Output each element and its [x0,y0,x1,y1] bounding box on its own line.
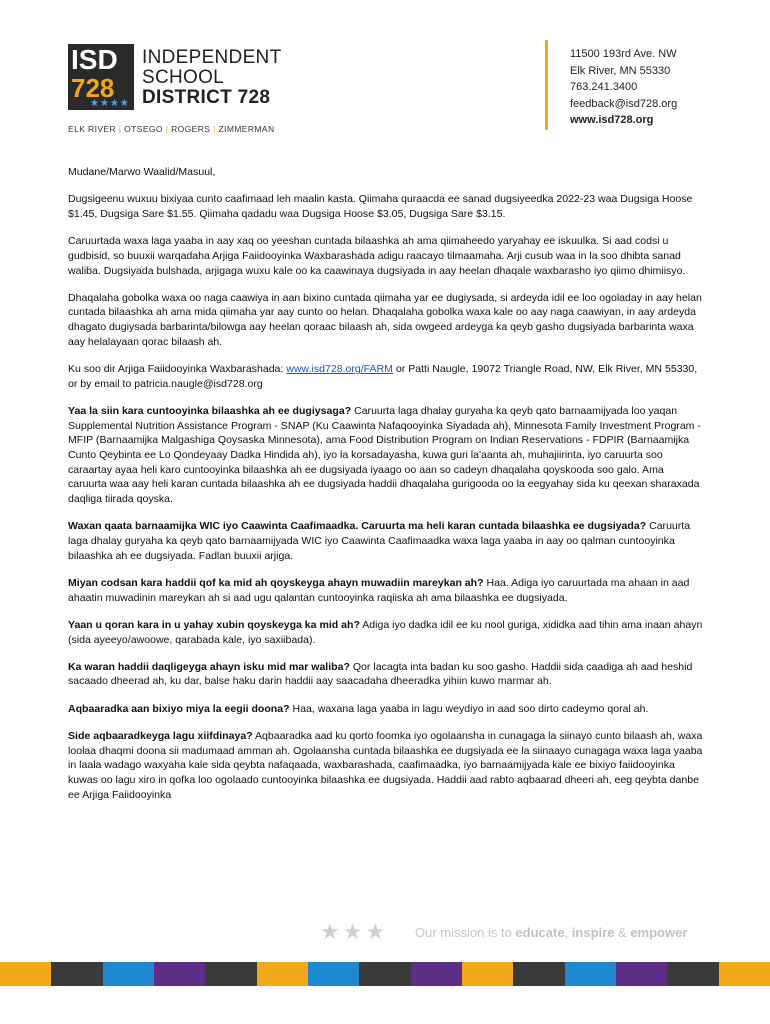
mission-statement [415,925,687,940]
address-street: 11500 193rd Ave. NW [570,48,677,60]
faq-review [68,702,704,717]
faq-answer: Aqbaaradka aad ku qorto foomka iyo ogolaansha in cunagaga la siinayo cunto bilaash ah, waxa loolaa dhaqmi doona sii madumaad amman ah. Ogolaansha cuntada bilaashka ee dugsiyada ee la siinaayo cunagaga waxa laga yaaba in laala wadago waxyaha kale sida qeybta nafaqaada, waxbarashada, caafimaadka, iyo barnaamijyada kale ee bixiyo faiidooyinka kuwas oo lagu xiro in qofka loo ogolaado cuntooyinka bilaashka ee dugsiyada. Haddii aad rabto aqbaarad dheeri ah, eeg qeybta danbe ee Arjiga Faiidooyinka [68,729,703,801]
paragraph-eligibility: Caruurtada waxa laga yaaba in aay xaq oo yeeshan cuntada bilaashka ah ama qiimaheedo yaryahay ee iskuulka. Si aad codsi u gudbisid, so buuxii warqadaha Arjiga Faiidooyinka Waxbarashada adigu raacayo tilmaamaha. Arji cusub waa in la soo dhibta sanad waliba. Dugsiyada bulshada, arjigaga wuxu kale oo ka caawinaya dugsiyada in aay heelan dhaqale waxbarasho iyo qiimo dhimiisyo. [68,235,686,277]
paragraph-state-funds: Dhaqalaha gobolka waxa oo naga caawiya in aan bixino cuntada qiimaha yar ee dugiysada, si ardeyda idil ee loo ogoladay in aay helan cuntada bilaashka ah ama mida qiimaha yar aay cunto oo helan. Dhaqalaha gobolka waxa kale oo aay naga caawiyan, in aay ardeyda dhagato dugiysada barbarinta/bilowga aay heelan qoraac bilaash ah, sida owgeed ardeyga ka qeyb gasho dugsiyada barbarinta waxa aay helalayaan qorac bilaash ah. [68,291,702,348]
faq-answer: Haa, waxana laga yaaba in lagu weydiyo in aad soo dirto cadeymo qoral ah. [289,702,649,715]
paragraph-submit [68,362,704,391]
faq-household [68,618,704,647]
footer-color-segment [667,962,718,986]
faq-question: Side aqbaaradkeyga lagu xiifdinaya? [68,729,253,742]
logo-mark [68,44,134,110]
letter-body [68,165,704,815]
address-phone: 763.241.3400 [570,81,638,93]
city-rogers: ROGERS [171,124,211,134]
mission-educate: educate [515,925,565,940]
faq-answer: Haa. Adiga iyo caruurtada ma ahaan in aad ahaatin muwadinin mareykan ah si aad ugu qalantan cuntooyinka raqiiska ah ama bilaashka ee dugsiyada. [68,576,690,604]
footer-color-segment [154,962,205,986]
address-website[interactable]: www.isd728.org [570,114,654,126]
faq-question: Aqbaaradka aan bixiyo miya la eegii doona? [68,702,290,715]
logo-cities [68,124,274,134]
footer-color-segment [719,962,770,986]
city-separator: | [165,124,169,134]
faq-question: Miyan codsan kara haddii qof ka mid ah qoyskeyga ahayn muwadiin mareykan ah? [68,576,484,589]
mission-watermark [320,919,710,944]
footer-color-segment [411,962,462,986]
address-email[interactable]: feedback@isd728.org [570,97,678,110]
logo-line-3: DISTRICT 728 [142,87,271,108]
faq-question: Yaan u qoran kara in u yahay xubin qoyskeyga ka mid ah? [68,618,360,631]
faq-question: Yaa la siin kara cuntooyinka bilaashka ah ee dugiysaga? [68,404,352,417]
footer-color-segment [565,962,616,986]
faq-answer: Caruurta laga dhalay guryaha ka qeyb qato barnaamijyada loo yaqan Supplemental Nutrition Assistance Program - SNAP (Ku Caawinta Nafaqooyinka Siyadada ah), Minnesota Family Investment Program - MFIP (Barnaamijka Malgashiga Qoysaska Minnesota), ama Food Distribution Program on Indian Reservations - FDPIR (Barnaamijka Cunto Qeybinta ee Lo Qondeyaay Dadka Hindida ah), iyo la korsadayasha, kuwa guri la'aanta ah, muhajiirinta, iyo caruurta soo caraartay ayaa heli karo cuntooyinka bilaashka ah ee dugsiyada iyaago oo aan so cadeyn dhaqalaha qoyskooda soo galo. Ama caruurta waa aay heli karan cuntada bilaashka ah ee dugsiyada haddii dhaqalaha gurigooda oo la eegyahay sida ku qeexan sharaxada daqliga tiirada qoyska. [68,404,701,506]
faq-income [68,660,704,689]
logo-line-2: SCHOOL [142,67,225,88]
city-zimmerman: ZIMMERMAN [218,124,275,134]
city-separator: | [213,124,216,134]
mission-sep: & [614,925,631,940]
logo-isd: ISD [71,44,118,75]
footer-color-segment [513,962,564,986]
faq-citizen [68,576,704,605]
mission-sep: , [564,925,572,940]
header-divider [545,40,548,130]
footer-color-segment [462,962,513,986]
footer-color-segment [308,962,359,986]
submit-text: Ku soo dir Arjiga Faiidooyinka Waxbarashada: [68,363,287,376]
mission-prefix: Our mission is to [415,925,516,940]
footer-color-segment [51,962,102,986]
address-block [570,46,677,129]
logo-line-1: INDEPENDENT [142,47,282,68]
faq-answer: Qor lacagta inta badan ku soo gasho. Haddii sida caadiga ah aad heshid sacaado dheerad ah, ku dar, balse haku darin haddii aay saacadaha dheeradka yihiin kuwo marmar ah. [68,660,693,688]
city-otsego: OTSEGO [124,124,163,134]
faq-answer: Adiga iyo dadka idil ee ku nool guriga, xididka aad tihin ama inaan ahayn (sida ayeeyo/awoowe, qarabada kale, iyo saxiibada). [68,618,703,646]
faq-wic [68,519,704,563]
district-logo [68,44,283,139]
logo-stars-icon: ★★★★ [90,98,130,109]
footer-color-segment [205,962,256,986]
faq-question: Waxan qaata barnaamijka WIC iyo Caawinta Caafimaadka. Caruurta ma heli karan cuntada bilaashka ee dugsiyada? [68,520,647,533]
faq-answer: Caruurta laga dhalay guryaha ka qeyb qato barnaamijyada WIC iyo Caawinta Caafimaadka waxa laga yaaba in aay oo qalman cuntooyinka bilaashka ah ee dugsiyada. Fadlan buuxii arjiga. [68,520,691,562]
logo-number: 728 [71,73,115,103]
paragraph-prices: Dugsigeenu wuxuu bixiyaa cunto caafimaad leh maalin kasta. Qiimaha quraacda ee sanad dugsiyeedka 2022-23 waa Dugsiga Hoose $1.45, Dugsiga Sare $1.55. Qiimaha qadadu waa Dugsiga Hoose $3.05, Dugsiga Sare $3.15. [68,193,693,220]
city-elk-river: ELK RIVER [68,124,117,134]
mission-stars-icon: ★★★ [320,919,389,944]
greeting: Mudane/Marwo Waalid/Masuul, [68,166,216,178]
city-separator: | [118,124,122,134]
faq-who-eligible [68,404,704,507]
footer-color-segment [359,962,410,986]
farm-link[interactable]: www.isd728.org/FARM [286,363,393,376]
submit-address: or Patti Naugle, 19072 Triangle Road, NW, Elk River, MN 55330, or by email to patricia.naugle@isd728.org [68,363,698,390]
logo-wordmark [142,48,281,108]
footer-color-segment [103,962,154,986]
mission-empower: empower [630,925,688,940]
footer-color-bar [0,962,770,986]
footer-color-segment [616,962,667,986]
footer-color-segment [257,962,308,986]
address-city: Elk River, MN 55330 [570,64,671,77]
faq-privacy [68,729,704,803]
footer-color-segment [0,962,51,986]
faq-question: Ka waran haddii daqligeyga ahayn isku mid mar waliba? [68,660,350,673]
mission-inspire: inspire [571,925,615,940]
